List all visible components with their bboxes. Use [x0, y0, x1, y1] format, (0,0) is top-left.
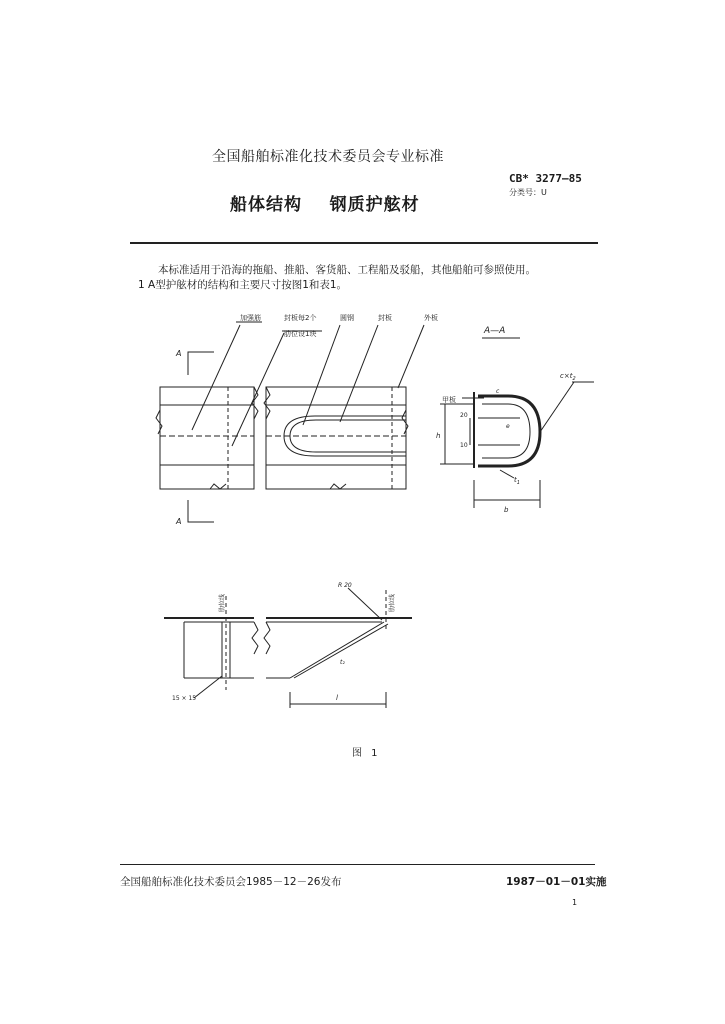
effective-date: 1987－01－01实施: [506, 876, 607, 888]
issuing-organization: 全国船舶标准化技术委员会专业标准: [212, 149, 444, 165]
label-deck: 甲板: [442, 396, 456, 404]
label-t2-slope: t₂: [340, 659, 345, 666]
document-title: 船体结构 钢质护舷材: [230, 195, 420, 215]
clause-1-paragraph: 1 A型护舷材的结构和主要尺寸按图1和表1。: [138, 279, 348, 291]
label-seal: 封板: [378, 314, 392, 322]
dim-l: l: [336, 694, 338, 702]
standard-code: CB* 3277—85: [509, 172, 582, 185]
label-weld-size: 15 × 15: [172, 695, 197, 702]
figure-caption: 图 1: [352, 748, 381, 759]
scope-paragraph: 本标准适用于沿海的拖船、推船、客货船、工程船及驳船，其他船舶可参照使用。: [158, 264, 536, 276]
label-t1: $t_1$: [514, 476, 520, 486]
dim-h: h: [436, 432, 441, 440]
footer-rule: [120, 864, 595, 865]
label-outer-plate: 外板: [424, 314, 438, 322]
label-r20: R 20: [338, 582, 352, 589]
frame-line-label-right: 肋位线: [389, 593, 396, 612]
issue-date: 全国船舶标准化技术委员会1985－12－26发布: [120, 876, 342, 888]
frame-line-label-left: 肋位线: [219, 593, 226, 612]
label-seal-plate-2: 肋位设1块: [284, 330, 317, 338]
dim-c: c: [496, 388, 500, 395]
dim-e: e: [506, 423, 510, 430]
section-marker-top: A: [176, 349, 182, 358]
label-c-t2: $c\times t_2$: [560, 372, 576, 382]
classification-number: 分类号：U: [509, 188, 547, 197]
label-round-steel: 圆钢: [340, 314, 354, 322]
dim-20: 20: [460, 412, 468, 419]
section-label: A—A: [484, 326, 506, 336]
section-marker-bottom: A: [176, 517, 182, 526]
label-seal-plate: 封板每2个: [284, 314, 317, 322]
page-number: 1: [572, 898, 578, 907]
dim-b: b: [504, 506, 509, 514]
label-rib: 加强筋: [240, 314, 261, 322]
dim-10: 10: [460, 442, 468, 449]
